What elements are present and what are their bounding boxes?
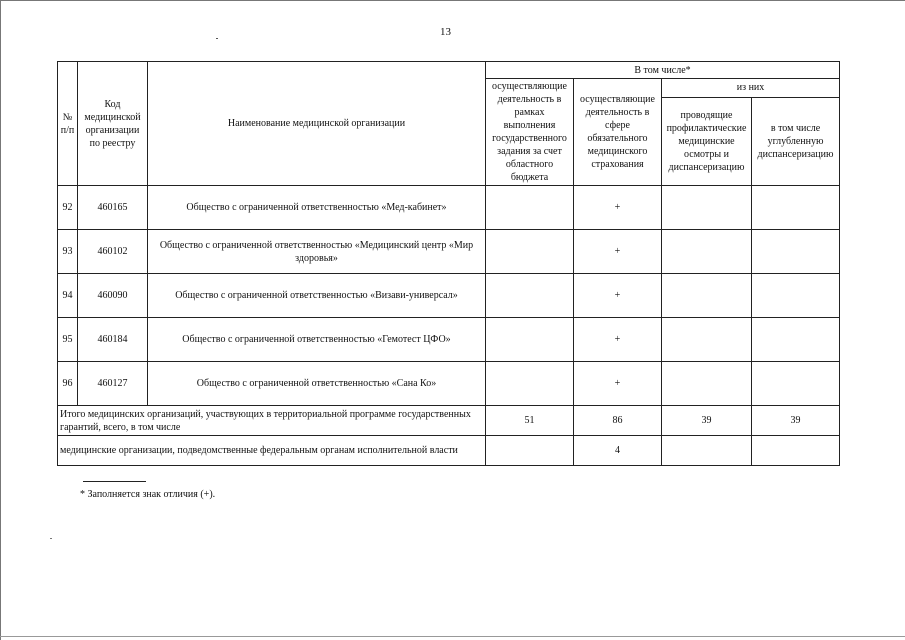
row-oms: +	[574, 362, 662, 406]
table-row	[58, 362, 840, 406]
row-oms: +	[574, 274, 662, 318]
header-code: Код медицинской организации по реестру	[78, 62, 148, 186]
row-num: 95	[58, 318, 78, 362]
header-including: В том числе*	[486, 62, 840, 79]
header-row	[58, 62, 840, 79]
page-frame-bottom	[0, 636, 905, 637]
row-code: 460102	[78, 230, 148, 274]
row-code: 460090	[78, 274, 148, 318]
page-frame-top	[0, 0, 905, 1]
row-prof	[662, 186, 752, 230]
row-deep	[752, 274, 840, 318]
total-budget: 51	[486, 406, 574, 436]
row-prof	[662, 362, 752, 406]
row-deep	[752, 318, 840, 362]
row-name: Общество с ограниченной ответственностью «Мед-кабинет»	[148, 186, 486, 230]
table-row	[58, 186, 840, 230]
page-number: 13	[440, 26, 451, 38]
row-budget	[486, 362, 574, 406]
header-prof: проводящие профилактические медицинские осмотры и диспансеризацию	[662, 97, 752, 185]
row-num: 94	[58, 274, 78, 318]
header-budget: осуществляющие деятельность в рамках выполнения государственного задания за счет областного бюджета	[486, 79, 574, 186]
header-num: № п/п	[58, 62, 78, 186]
federal-oms: 4	[574, 436, 662, 466]
row-oms: +	[574, 230, 662, 274]
organizations-table	[57, 61, 840, 466]
scan-speck	[50, 538, 52, 539]
row-budget	[486, 186, 574, 230]
row-code: 460184	[78, 318, 148, 362]
scan-speck	[216, 38, 218, 39]
federal-prof	[662, 436, 752, 466]
footnote: * Заполняется знак отличия (+).	[80, 489, 216, 500]
header-name: Наименование медицинской организации	[148, 62, 486, 186]
total-prof: 39	[662, 406, 752, 436]
row-deep	[752, 186, 840, 230]
row-name: Общество с ограниченной ответственностью «Визави-универсал»	[148, 274, 486, 318]
row-deep	[752, 230, 840, 274]
row-code: 460127	[78, 362, 148, 406]
federal-row	[58, 436, 840, 466]
row-deep	[752, 362, 840, 406]
table-row	[58, 274, 840, 318]
total-label: Итого медицинских организаций, участвующих в территориальной программе государственных гарантий, всего, в том числе	[58, 406, 486, 436]
federal-budget	[486, 436, 574, 466]
row-name: Общество с ограниченной ответственностью «Гемотест ЦФО»	[148, 318, 486, 362]
row-budget	[486, 274, 574, 318]
row-budget	[486, 318, 574, 362]
row-budget	[486, 230, 574, 274]
header-of-them: из них	[662, 79, 840, 98]
row-prof	[662, 230, 752, 274]
row-prof	[662, 318, 752, 362]
row-num: 92	[58, 186, 78, 230]
federal-label: медицинские организации, подведомственные федеральным органам исполнительной власти	[58, 436, 486, 466]
row-code: 460165	[78, 186, 148, 230]
row-name: Общество с ограниченной ответственностью «Сана Ко»	[148, 362, 486, 406]
row-name: Общество с ограниченной ответственностью «Медицинский центр «Мир здоровья»	[148, 230, 486, 274]
table-row	[58, 230, 840, 274]
header-oms: осуществляющие деятельность в сфере обязательного медицинского страхования	[574, 79, 662, 186]
total-deep: 39	[752, 406, 840, 436]
row-num: 93	[58, 230, 78, 274]
row-oms: +	[574, 318, 662, 362]
row-prof	[662, 274, 752, 318]
footnote-divider	[83, 481, 146, 482]
total-row	[58, 406, 840, 436]
table-row	[58, 318, 840, 362]
federal-deep	[752, 436, 840, 466]
total-oms: 86	[574, 406, 662, 436]
row-oms: +	[574, 186, 662, 230]
page-frame-left	[0, 0, 1, 640]
row-num: 96	[58, 362, 78, 406]
header-deep: в том числе углубленную диспансеризацию	[752, 97, 840, 185]
